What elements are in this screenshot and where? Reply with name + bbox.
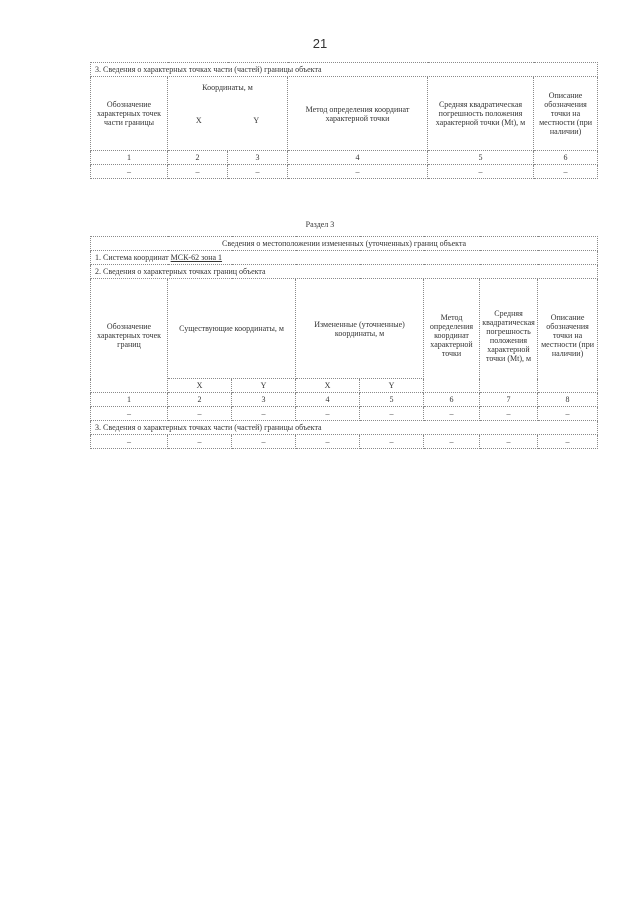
col-number: 3 [232,393,296,407]
col-number: 3 [228,151,288,165]
table-cell: – [168,435,232,449]
table-cell: – [91,435,168,449]
coord-system-label: 1. Система координат [95,253,171,262]
table-cell: – [360,407,424,421]
column-numbers-row [91,151,598,165]
header-designation: Обозначение характерных точек границ [91,279,168,393]
header-existing: Существующие координаты, м [168,279,296,379]
header-coordinates: Координаты, м [202,83,253,92]
table-title: Сведения о местоположении измененных (уточненных) границ объекта [91,237,598,251]
col-number: 4 [288,151,428,165]
header-x: X [195,116,202,125]
table-cell: – [480,407,538,421]
column-numbers-row [91,393,598,407]
parts-points-table [90,62,598,179]
col-number: 1 [91,151,168,165]
col-number: 6 [424,393,480,407]
table-cell: – [538,407,598,421]
table-cell: – [91,407,168,421]
header-y: Y [232,379,296,393]
table-cell: – [232,407,296,421]
table-cell: – [296,407,360,421]
col-number: 5 [360,393,424,407]
table-cell: – [228,165,288,179]
table-cell: – [360,435,424,449]
table-row [91,165,598,179]
header-method: Метод определения координат характерной точки [288,77,428,151]
col-number: 2 [168,393,232,407]
table-cell: – [296,435,360,449]
coord-system-row [91,251,598,265]
section-title: Раздел 3 [305,220,335,229]
col-number: 4 [296,393,360,407]
header-x: X [168,379,232,393]
header-y: Y [253,116,260,125]
page-number: 21 [312,36,328,51]
parts-title: 3. Сведения о характерных точках части (частей) границы объекта [91,421,598,435]
points-title: 2. Сведения о характерных точках границ объекта [91,265,598,279]
table-cell: – [168,165,228,179]
table-row [91,407,598,421]
table-cell: – [534,165,598,179]
table-cell: – [538,435,598,449]
table-cell: – [168,407,232,421]
col-number: 6 [534,151,598,165]
table-cell: – [232,435,296,449]
header-designation: Обозначение характерных точек части границы [91,77,168,151]
header-accuracy: Средняя квадратическая погрешность положения характерной точки (Mt), м [480,279,538,393]
table-cell: – [288,165,428,179]
table-cell: – [424,435,480,449]
header-accuracy: Средняя квадратическая погрешность положения характерной точки (Mt), м [428,77,534,151]
header-description: Описание обозначения точки на местности (при наличии) [538,279,598,393]
col-number: 8 [538,393,598,407]
col-number: 1 [91,393,168,407]
table-cell: – [424,407,480,421]
header-description: Описание обозначения точки на местности (при наличии) [534,77,598,151]
header-y: Y [360,379,424,393]
col-number: 7 [480,393,538,407]
col-number: 5 [428,151,534,165]
col-number: 2 [168,151,228,165]
table-title: 3. Сведения о характерных точках части (частей) границы объекта [91,63,598,77]
header-x: X [296,379,360,393]
table-cell: – [428,165,534,179]
header-coordinates-group [168,77,288,151]
header-method: Метод определения координат характерной точки [424,279,480,393]
header-changed: Измененные (уточненные) координаты, м [296,279,424,379]
table-cell: – [480,435,538,449]
table-cell: – [91,165,168,179]
coord-system-value: МСК-62 зона 1 [170,253,223,262]
boundary-table [90,236,598,449]
table-row [91,435,598,449]
